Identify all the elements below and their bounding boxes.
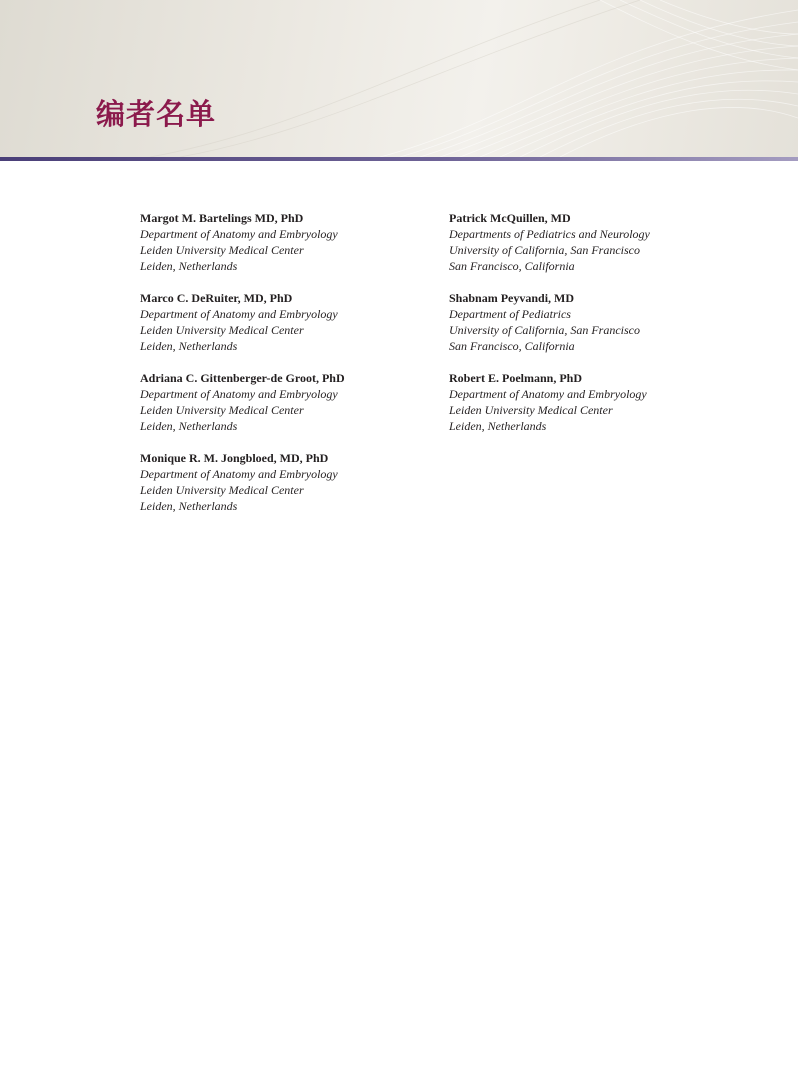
contributor-location: Leiden, Netherlands bbox=[140, 259, 238, 273]
contributor-location: San Francisco, California bbox=[449, 259, 575, 273]
contributor-department: Department of Anatomy and Embryology bbox=[140, 307, 338, 321]
contributor-entry bbox=[140, 370, 345, 434]
contributor-entry bbox=[140, 450, 345, 514]
contributor-entry bbox=[449, 210, 650, 274]
header-banner bbox=[0, 0, 798, 157]
contributor-institution: University of California, San Francisco bbox=[449, 323, 640, 337]
contributor-location: Leiden, Netherlands bbox=[140, 419, 238, 433]
contributor-department: Department of Pediatrics bbox=[449, 307, 571, 321]
contributor-entry bbox=[140, 290, 345, 354]
contributor-name: Shabnam Peyvandi, MD bbox=[449, 291, 575, 305]
contributor-institution: Leiden University Medical Center bbox=[140, 323, 304, 337]
page-title: 编者名单 bbox=[96, 97, 217, 131]
contributor-department: Department of Anatomy and Embryology bbox=[140, 387, 338, 401]
contributor-institution: Leiden University Medical Center bbox=[140, 403, 304, 417]
contributor-entry bbox=[140, 210, 345, 274]
contributor-location: San Francisco, California bbox=[449, 339, 575, 353]
contributor-department: Departments of Pediatrics and Neurology bbox=[449, 227, 650, 241]
contributor-entry bbox=[449, 290, 650, 354]
contributor-entry bbox=[449, 370, 650, 434]
contributor-name: Marco C. DeRuiter, MD, PhD bbox=[140, 291, 293, 305]
contributor-name: Patrick McQuillen, MD bbox=[449, 211, 571, 225]
contributor-institution: Leiden University Medical Center bbox=[140, 243, 304, 257]
contributor-name: Margot M. Bartelings MD, PhD bbox=[140, 211, 304, 225]
contributor-location: Leiden, Netherlands bbox=[140, 339, 238, 353]
contributor-department: Department of Anatomy and Embryology bbox=[140, 227, 338, 241]
contributor-name: Monique R. M. Jongbloed, MD, PhD bbox=[140, 451, 329, 465]
header-divider bbox=[0, 157, 798, 161]
contributor-department: Department of Anatomy and Embryology bbox=[140, 467, 338, 481]
contributor-institution: Leiden University Medical Center bbox=[449, 403, 613, 417]
contributor-institution: Leiden University Medical Center bbox=[140, 483, 304, 497]
contributor-location: Leiden, Netherlands bbox=[140, 499, 238, 513]
contributor-department: Department of Anatomy and Embryology bbox=[449, 387, 647, 401]
contributor-name: Robert E. Poelmann, PhD bbox=[449, 371, 582, 385]
contributors-left-column bbox=[140, 210, 345, 530]
contributor-name: Adriana C. Gittenberger-de Groot, PhD bbox=[140, 371, 345, 385]
contributor-institution: University of California, San Francisco bbox=[449, 243, 640, 257]
decorative-wave-lines bbox=[0, 0, 798, 157]
contributors-right-column bbox=[449, 210, 650, 450]
contributor-location: Leiden, Netherlands bbox=[449, 419, 547, 433]
